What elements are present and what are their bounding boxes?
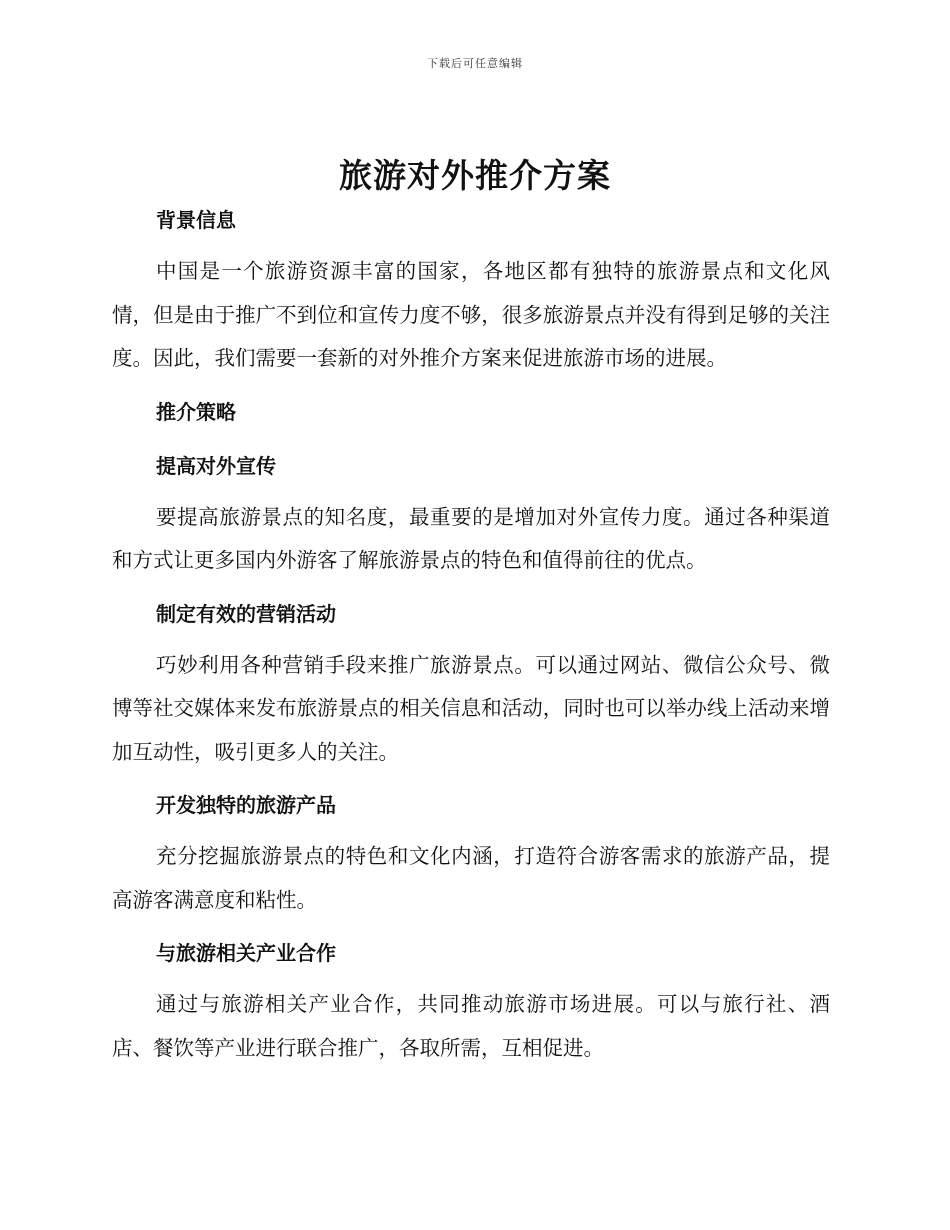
section-heading-marketing: 制定有效的营销活动 [156, 601, 336, 626]
section-heading-publicity: 提高对外宣传 [156, 453, 276, 478]
document-body [112, 203, 830, 1070]
section-paragraph-cooperation: 通过与旅游相关产业合作，共同推动旅游市场进展。可以与旅行社、酒店、餐饮等产业进行联合推广，各取所需，互相促进。 [112, 992, 830, 1060]
section-heading-products: 开发独特的旅游产品 [156, 793, 336, 817]
section-heading-cooperation: 与旅游相关产业合作 [156, 941, 336, 965]
section-paragraph-publicity: 要提高旅游景点的知名度，最重要的是增加对外宣传力度。通过各种渠道和方式让更多国内外游客了解旅游景点的特色和值得前往的优点。 [112, 504, 830, 572]
section-heading-strategy: 推介策略 [156, 399, 236, 424]
section-paragraph-background: 中国是一个旅游资源丰富的国家，各地区都有独特的旅游景点和文化风情，但是由于推广不到位和宣传力度不够，很多旅游景点并没有得到足够的关注度。因此，我们需要一套新的对外推介方案来促进旅游市场的进展。 [112, 259, 830, 370]
section-heading-background: 背景信息 [156, 208, 236, 232]
section-paragraph-marketing: 巧妙利用各种营销手段来推广旅游景点。可以通过网站、微信公众号、微博等社交媒体来发布旅游景点的相关信息和活动，同时也可以举办线上活动来增加互动性，吸引更多人的关注。 [112, 652, 830, 764]
section-paragraph-products: 充分挖掘旅游景点的特色和文化内涵，打造符合游客需求的旅游产品，提高游客满意度和粘性。 [112, 844, 830, 912]
header-note: 下载后可任意编辑 [427, 57, 523, 70]
document-title: 旅游对外推介方案 [339, 156, 611, 195]
